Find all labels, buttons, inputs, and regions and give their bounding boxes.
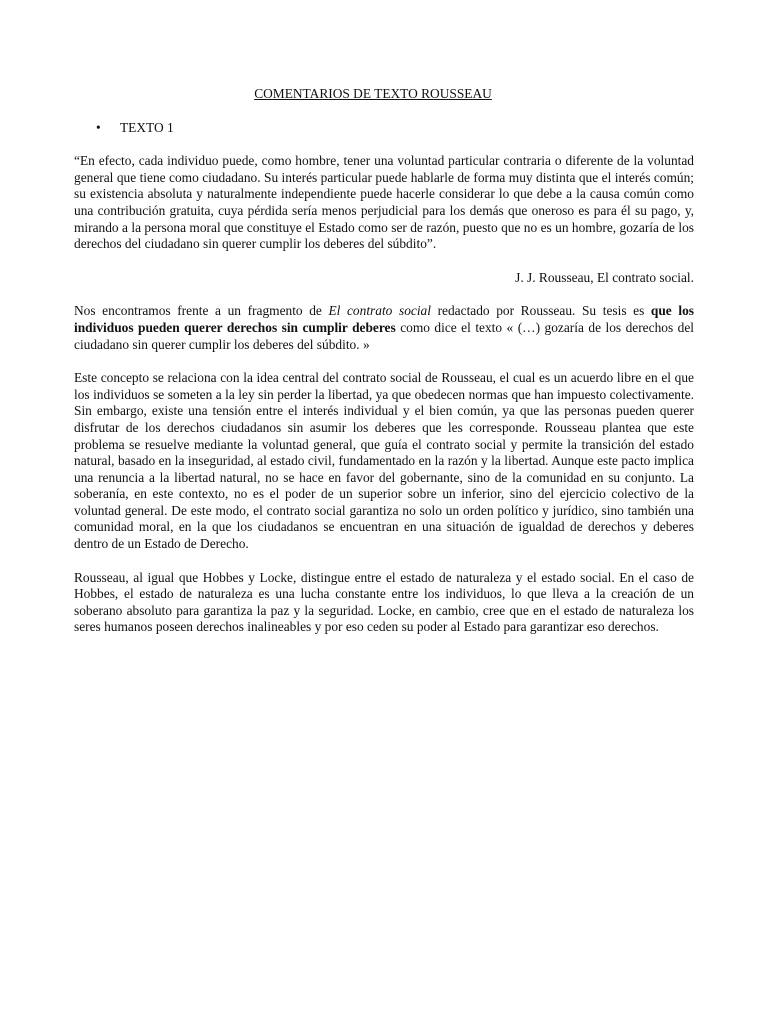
- paragraph-comparison: Rousseau, al igual que Hobbes y Locke, distingue entre el estado de naturaleza y el estado social. En el caso de Hobbes, el estado de naturaleza es una lucha constante entre los individuos, lo que lleva a la creación de un soberano absoluto para garantiza la paz y la seguridad. Locke, en cambio, cree que en el estado de naturaleza los seres humanos poseen derechos inalineables y por eso ceden su poder al Estado para garantizar eso derechos.: [74, 569, 694, 635]
- thesis-bold: que los individuos pueden querer derechos sin cumplir deberes: [74, 303, 694, 335]
- quote-citation: J. J. Rousseau, El contrato social.: [515, 269, 694, 285]
- bullet-marker: •: [96, 119, 101, 135]
- paragraph-social-contract: Este concepto se relaciona con la idea central del contrato social de Rousseau, el cual es un acuerdo libre en el que los individuos se someten a la ley sin perder la libertad, ya que obedecen normas que han impuesto colectivamente. Sin embargo, existe una tensión entre el interés individual y el bien común, ya que las personas pueden querer disfrutar de los derechos ciudadanos sin asumir los deberes que les corresponde. Rousseau plantea que este problema se resuelve mediante la voluntad general, que guía el contrato social y permite la transición del estado natural, basado en la inseguridad, al estado civil, fundamentado en la razón y la libertad. Aunque este pacto implica una renuncia a la libertad natural, no se hace en favor del gobernante, sino de la comunidad en su conjunto. La soberanía, en este contexto, no es el poder de un superior sobre un inferior, sino del ejercicio colectivo de la voluntad general. De este modo, el contrato social garantiza no solo un orden político y jurídico, sino también una comunidad moral, en la que los ciudadanos se encuentran en una situación de igualdad de derechos y deberes dentro de un Estado de Derecho.: [74, 370, 694, 552]
- bullet-item: [96, 120, 694, 137]
- paragraph-thesis-text: como dice el texto « (…) gozaría de los derechos del ciudadano sin querer cumplir los deberes del súbdito. »: [74, 319, 694, 352]
- bullet-label: TEXTO 1: [120, 119, 174, 135]
- paragraph-thesis: [74, 303, 694, 353]
- paragraph-thesis-text: redactado por Rousseau. Su tesis es: [430, 303, 651, 319]
- paragraph-thesis-text: Nos encontramos frente a un fragmento de: [74, 303, 329, 319]
- book-title-italic: El contrato social: [328, 303, 431, 319]
- quote-paragraph: “En efecto, cada individuo puede, como hombre, tener una voluntad particular contraria o diferente de la voluntad general que tiene como ciudadano. Su interés particular puede hablarle de forma muy distinta que el interés común; su existencia absoluta y naturalmente independiente puede hacerle considerar lo que debe a la causa común como una contribución gratuita, cuya pérdida sería menos perjudicial para los demás que oneroso es para él su pago, y, mirando a la persona moral que constituye el Estado como ser de razón, puesto que no es un hombre, gozaría de los derechos del ciudadano sin querer cumplir los deberes del súbdito”.: [74, 153, 694, 252]
- document-title: COMENTARIOS DE TEXTO ROUSSEAU: [254, 86, 492, 101]
- document-page: [74, 86, 694, 636]
